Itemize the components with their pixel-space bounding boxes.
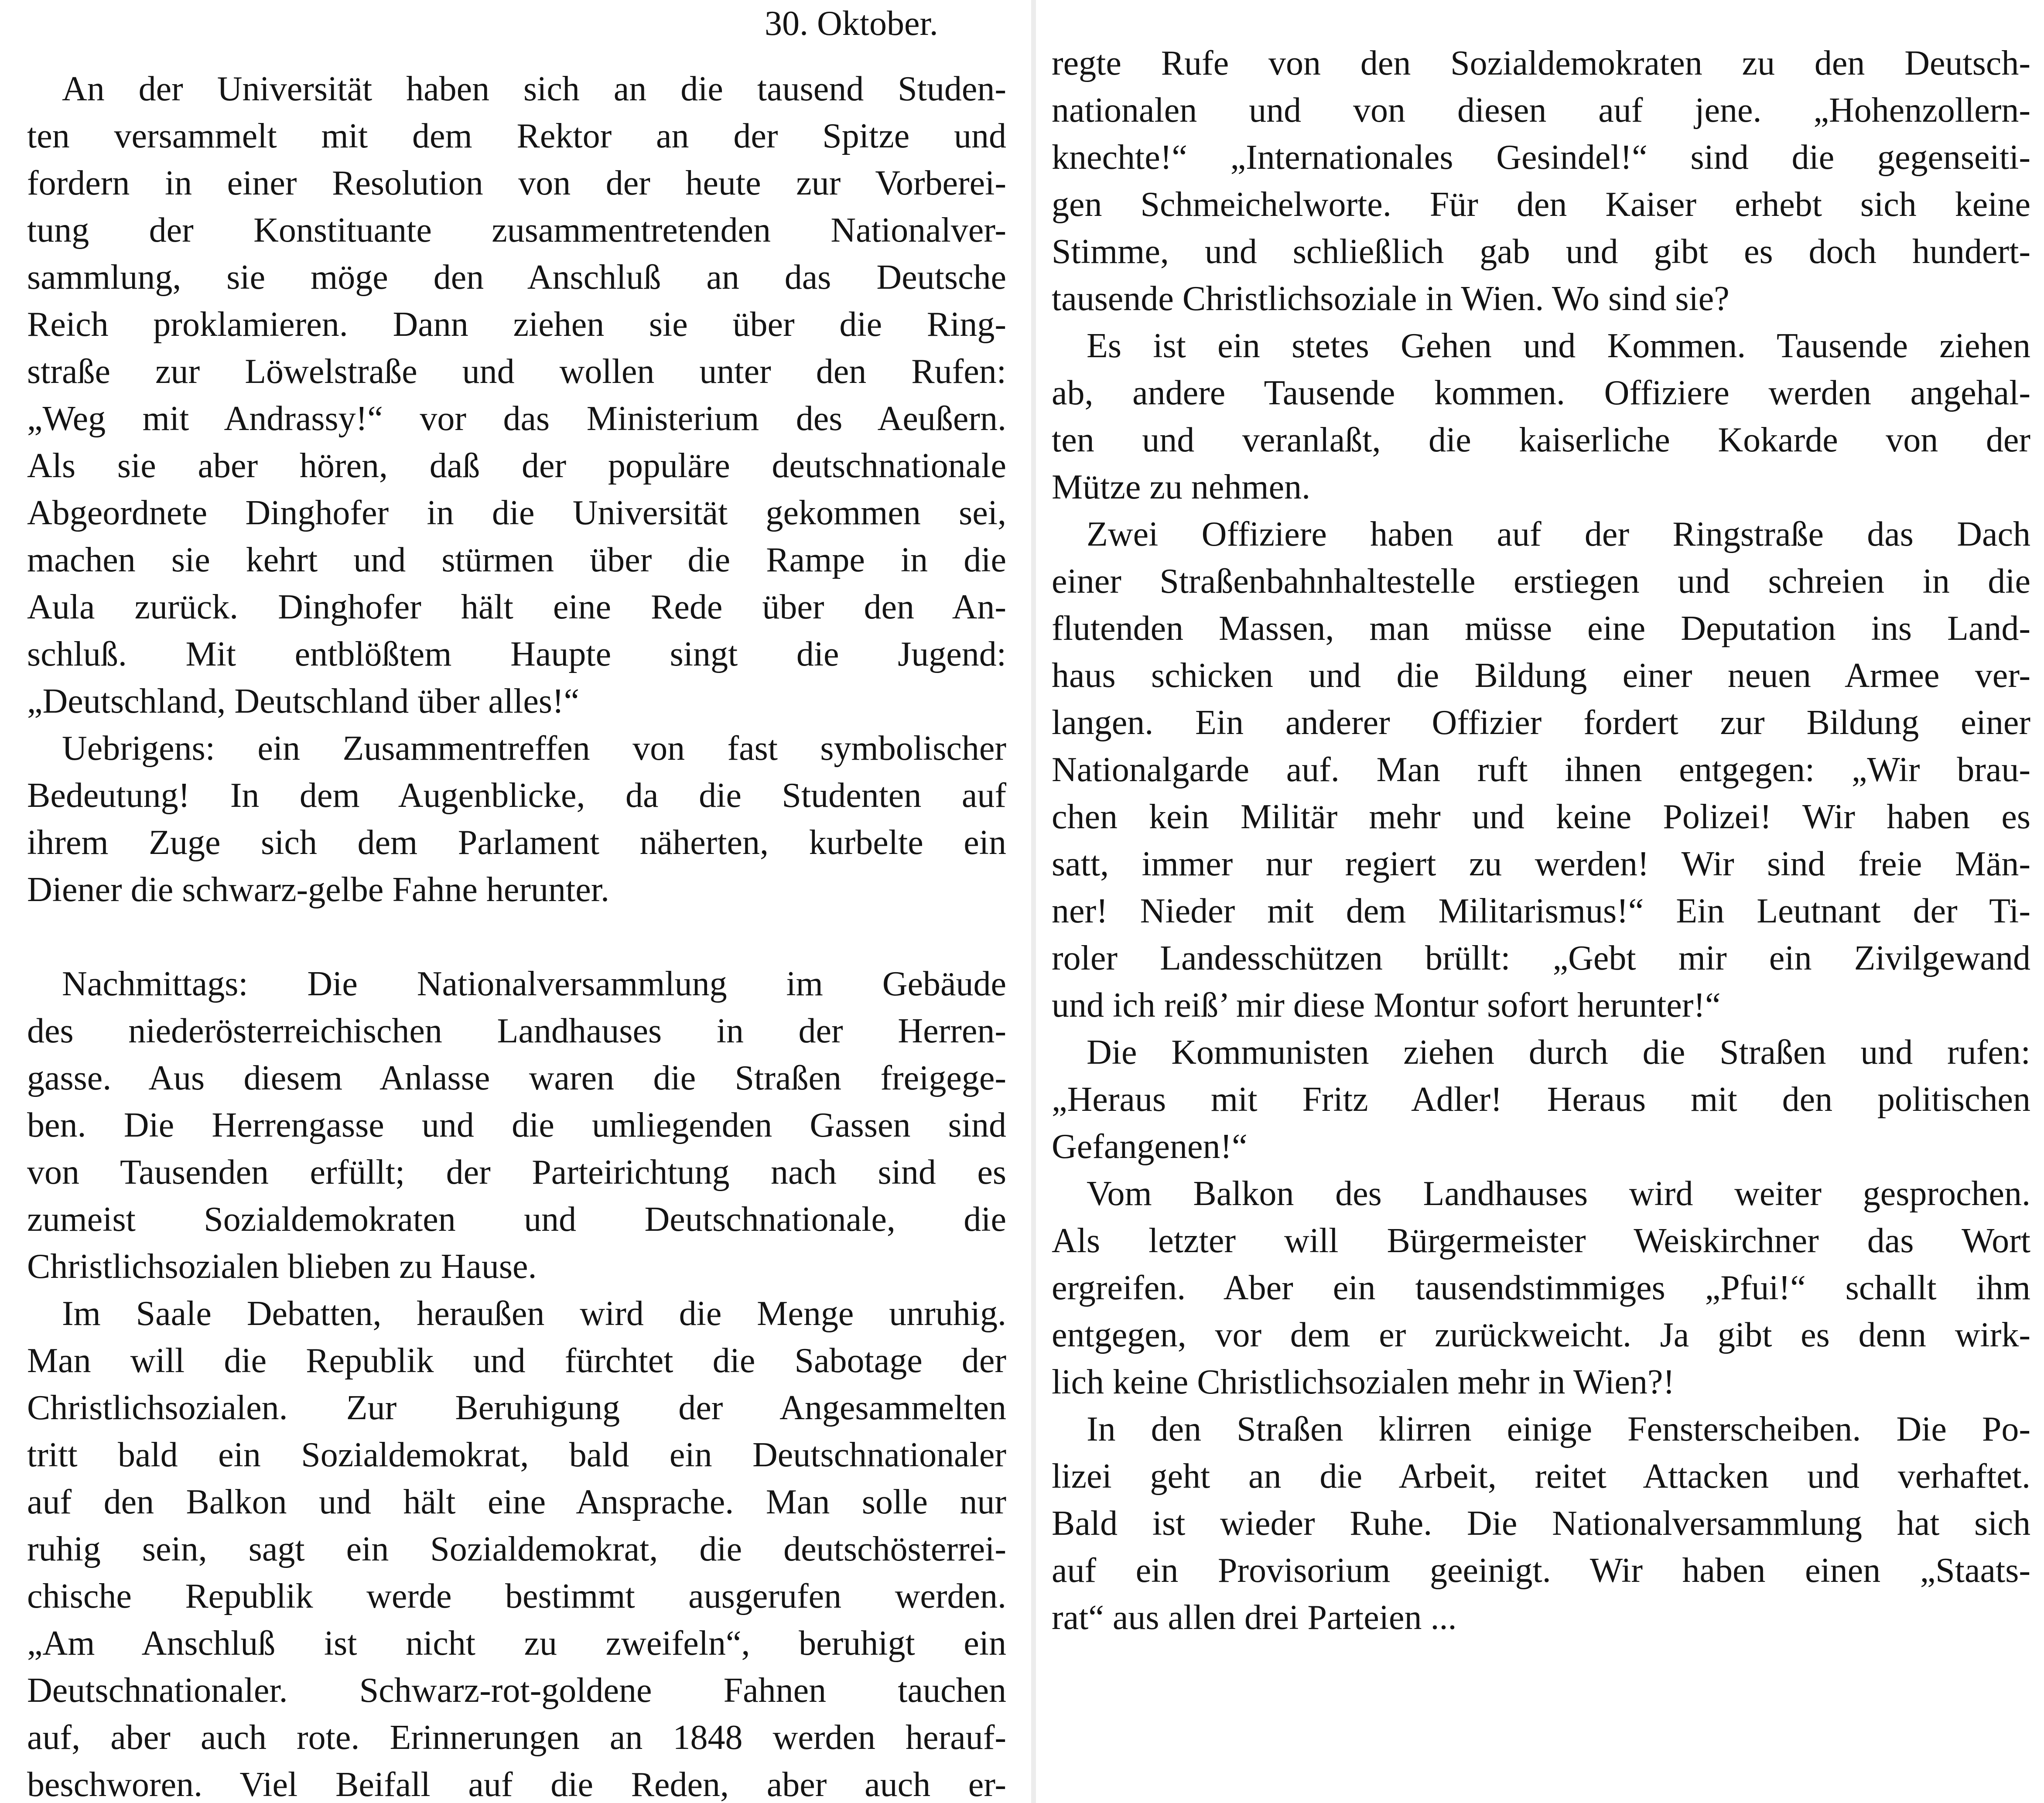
text-line: von Tausenden erfüllt; der Parteirichtung nach sind es xyxy=(27,1153,1006,1192)
text-line: Nationalgarde auf. Man ruft ihnen entgegen: „Wir brau- xyxy=(1052,751,2030,789)
text-line: Als sie aber hören, daß der populäre deutschnationale xyxy=(27,447,1006,485)
text-line: ten versammelt mit dem Rektor an der Spitze und xyxy=(27,117,1006,155)
text-line: chen kein Militär mehr und keine Polizei! Wir haben es xyxy=(1052,798,2030,836)
text-line: fordern in einer Resolution von der heute zur Vorberei- xyxy=(27,164,1006,202)
text-line: einer Straßenbahnhaltestelle erstiegen und schreien in die xyxy=(1052,562,2030,601)
text-line: zumeist Sozialdemokraten und Deutschnationale, die xyxy=(27,1200,1006,1239)
text-line: gasse. Aus diesem Anlasse waren die Straßen freigege- xyxy=(27,1059,1006,1097)
text-line: Uebrigens: ein Zusammentreffen von fast symbolischer xyxy=(62,729,1006,768)
page-gutter xyxy=(1031,0,1036,1803)
text-line: Man will die Republik und fürchtet die Sabotage der xyxy=(27,1342,1006,1380)
text-line: satt, immer nur regiert zu werden! Wir sind freie Män- xyxy=(1052,845,2030,883)
text-line: chische Republik werde bestimmt ausgerufen werden. xyxy=(27,1577,1006,1615)
text-line: Aula zurück. Dinghofer hält eine Rede über den An- xyxy=(27,588,1006,626)
text-line: schluß. Mit entblößtem Haupte singt die Jugend: xyxy=(27,635,1006,673)
text-line: des niederösterreichischen Landhauses in der Herren- xyxy=(27,1012,1006,1050)
text-line: straße zur Löwelstraße und wollen unter den Rufen: xyxy=(27,352,1006,391)
text-line: ten und veranlaßt, die kaiserliche Kokarde von der xyxy=(1052,421,2030,459)
text-line: nationalen und von diesen auf jene. „Hohenzollern- xyxy=(1052,91,2030,130)
text-line: Als letzter will Bürgermeister Weiskirchner das Wort xyxy=(1052,1222,2030,1260)
text-line: In den Straßen klirren einige Fensterscheiben. Die Po- xyxy=(1087,1410,2030,1448)
text-line: ner! Nieder mit dem Militarismus!“ Ein Leutnant der Ti- xyxy=(1052,892,2030,930)
text-line: ben. Die Herrengasse und die umliegenden Gassen sind xyxy=(27,1106,1006,1144)
text-line: lich keine Christlichsozialen mehr in Wien?! xyxy=(1052,1363,1675,1401)
text-line: lizei geht an die Arbeit, reitet Attacken und verhaftet. xyxy=(1052,1457,2030,1496)
text-line: Christlichsozialen blieben zu Hause. xyxy=(27,1247,537,1286)
text-line: Mütze zu nehmen. xyxy=(1052,468,1311,506)
text-line: tritt bald ein Sozialdemokrat, bald ein Deutschnationaler xyxy=(27,1436,1006,1474)
text-line: Diener die schwarz-gelbe Fahne herunter. xyxy=(27,871,609,909)
text-line: An der Universität haben sich an die tausend Studen- xyxy=(62,70,1006,108)
text-line: rat“ aus allen drei Parteien ... xyxy=(1052,1598,1457,1637)
text-line: gen Schmeichelworte. Für den Kaiser erhebt sich keine xyxy=(1052,185,2030,224)
text-line: Es ist ein stetes Gehen und Kommen. Tausende ziehen xyxy=(1087,327,2030,365)
text-line: Reich proklamieren. Dann ziehen sie über die Ring- xyxy=(27,305,1006,344)
text-line: sammlung, sie möge den Anschluß an das Deutsche xyxy=(27,258,1006,297)
text-line: langen. Ein anderer Offizier fordert zur Bildung einer xyxy=(1052,703,2030,742)
text-line: „Am Anschluß ist nicht zu zweifeln“, beruhigt ein xyxy=(27,1624,1006,1663)
text-line: tausende Christlichsoziale in Wien. Wo sind sie? xyxy=(1052,280,1730,318)
text-line: knechte!“ „Internationales Gesindel!“ sind die gegenseiti- xyxy=(1052,138,2030,177)
text-line: ihrem Zuge sich dem Parlament näherten, kurbelte ein xyxy=(27,823,1006,862)
text-line: auf, aber auch rote. Erinnerungen an 1848 werden herauf- xyxy=(27,1718,1006,1757)
left-text-column xyxy=(27,65,1006,1803)
right-page xyxy=(1036,0,2044,1803)
text-line: Im Saale Debatten, heraußen wird die Menge unruhig. xyxy=(62,1294,1006,1333)
text-line: Abgeordnete Dinghofer in die Universität gekommen sei, xyxy=(27,494,1006,532)
text-line: haus schicken und die Bildung einer neuen Armee ver- xyxy=(1052,656,2030,695)
text-line: auf den Balkon und hält eine Ansprache. Man solle nur xyxy=(27,1483,1006,1521)
text-line: Bedeutung! In dem Augenblicke, da die Studenten auf xyxy=(27,776,1006,815)
text-line: Bald ist wieder Ruhe. Die Nationalversammlung hat sich xyxy=(1052,1504,2030,1543)
text-line: flutenden Massen, man müsse eine Deputation ins Land- xyxy=(1052,609,2030,648)
text-line: „Weg mit Andrassy!“ vor das Ministerium des Aeußern. xyxy=(27,400,1006,438)
text-line: Christlichsozialen. Zur Beruhigung der Angesammelten xyxy=(27,1389,1006,1427)
text-line: Zwei Offiziere haben auf der Ringstraße das Dach xyxy=(1087,515,2030,553)
blank-line xyxy=(27,913,1006,960)
text-line: auf ein Provisorium geeinigt. Wir haben einen „Staats- xyxy=(1052,1551,2030,1590)
text-line: roler Landesschützen brüllt: „Gebt mir ein Zivilgewand xyxy=(1052,939,2030,977)
text-line: Stimme, und schließlich gab und gibt es doch hundert- xyxy=(1052,232,2030,271)
text-line: „Heraus mit Fritz Adler! Heraus mit den politischen xyxy=(1052,1080,2030,1119)
date-heading: 30. Oktober. xyxy=(765,4,938,43)
text-line: Die Kommunisten ziehen durch die Straßen und rufen: xyxy=(1087,1033,2030,1072)
text-line: ab, andere Tausende kommen. Offiziere werden angehal- xyxy=(1052,374,2030,412)
text-line: Nachmittags: Die Nationalversammlung im Gebäude xyxy=(62,965,1006,1003)
text-line: und ich reiß’ mir diese Montur sofort herunter!“ xyxy=(1052,986,1721,1024)
right-text-column xyxy=(1052,40,2030,1641)
text-line: Vom Balkon des Landhauses wird weiter gesprochen. xyxy=(1087,1175,2030,1213)
text-line: machen sie kehrt und stürmen über die Rampe in die xyxy=(27,541,1006,579)
text-line: ruhig sein, sagt ein Sozialdemokrat, die deutschösterrei- xyxy=(27,1530,1006,1568)
text-line: entgegen, vor dem er zurückweicht. Ja gibt es denn wirk- xyxy=(1052,1316,2030,1354)
text-line: Gefangenen!“ xyxy=(1052,1127,1248,1166)
text-line: regte Rufe von den Sozialdemokraten zu den Deutsch- xyxy=(1052,44,2030,82)
text-line: „Deutschland, Deutschland über alles!“ xyxy=(27,682,580,721)
text-line: beschworen. Viel Beifall auf die Reden, aber auch er- xyxy=(27,1765,1006,1803)
text-line: ergreifen. Aber ein tausendstimmiges „Pfui!“ schallt ihm xyxy=(1052,1269,2030,1307)
text-line: Deutschnationaler. Schwarz-rot-goldene Fahnen tauchen xyxy=(27,1671,1006,1710)
text-line: tung der Konstituante zusammentretenden Nationalver- xyxy=(27,211,1006,249)
